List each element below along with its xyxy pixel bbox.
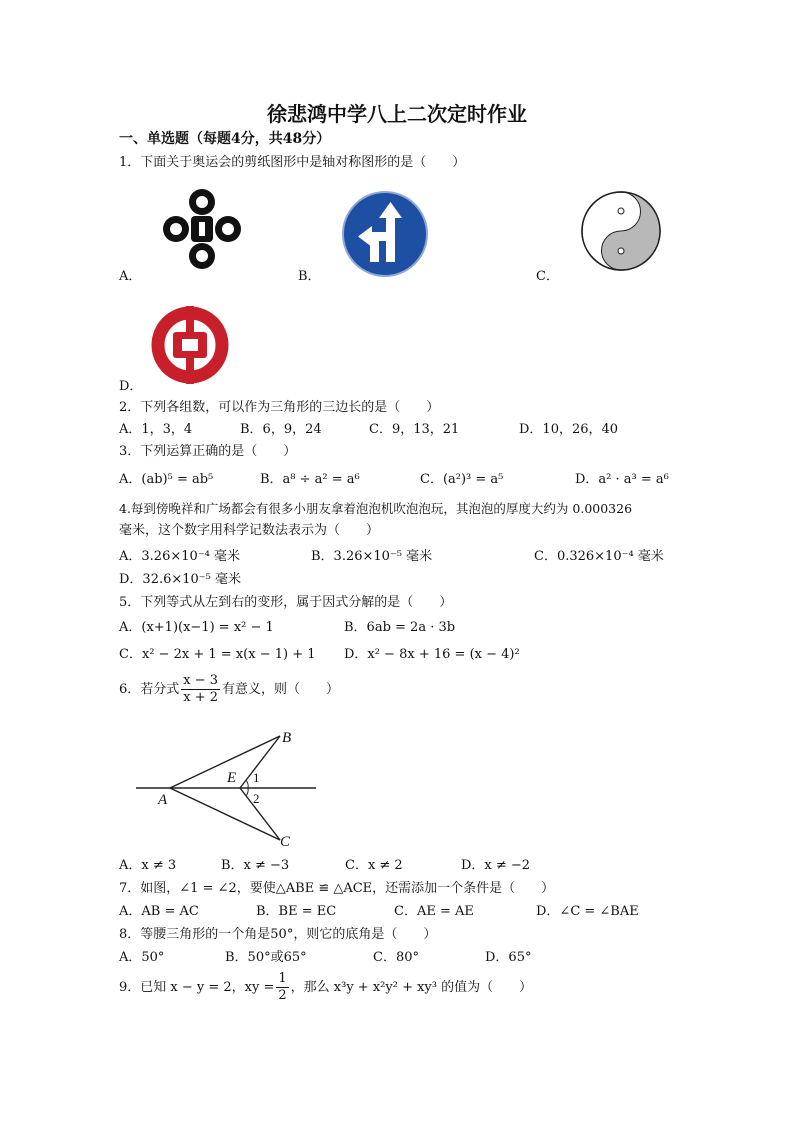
q1-option-b: B． (298, 269, 321, 284)
figure-angle-2: 2 (253, 791, 260, 806)
section-heading: 一、单选题（每题4分，共48分） (119, 131, 331, 147)
q6-option-a: A．x ≠ 3 (119, 858, 177, 873)
q9-prefix: 9．已知 x − y = 2，xy = (119, 980, 275, 995)
q6-fraction (181, 673, 220, 706)
q6-option-c: C．x ≠ 2 (345, 858, 403, 873)
q4-option-c: C．0.326×10⁻⁴ 毫米 (534, 549, 664, 564)
q5-stem: 5．下列等式从左到右的变形，属于因式分解的是（ ） (119, 595, 453, 610)
q7-option-b: B．BE = EC (256, 904, 337, 919)
q9-numerator: 1 (278, 971, 287, 986)
coin-logo-icon (149, 304, 231, 386)
q7-stem: 7．如图，∠1 = ∠2，要使△ABE ≌ △ACE，还需添加一个条件是（ ） (119, 881, 555, 896)
q3-option-c: C．(a²)³ = a⁵ (420, 472, 504, 487)
q4-stem-line1: 4.每到傍晚祥和广场都会有很多小朋友拿着泡泡机吹泡泡玩，其泡泡的厚度大约为 0.000326 (119, 501, 633, 516)
q5-option-c: C．x² − 2x + 1 = x(x − 1) + 1 (119, 647, 316, 662)
q2-option-d: D．10，26，40 (519, 422, 619, 437)
q6-stem (119, 672, 339, 708)
triangle-figure (130, 722, 330, 852)
q8-option-c: C．80° (373, 950, 419, 965)
chinese-knot-icon (163, 188, 241, 270)
q4-option-b: B．3.26×10⁻⁵ 毫米 (311, 549, 433, 564)
q1-option-a: A． (119, 269, 142, 284)
figure-label-a: A (158, 792, 168, 808)
figure-label-e: E (227, 770, 237, 786)
q8-option-a: A．50° (119, 950, 165, 965)
q8-stem: 8．等腰三角形的一个角是50°，则它的底角是（ ） (119, 927, 437, 942)
q6-prefix: 6．若分式 (119, 682, 180, 697)
q2-option-a: A．1，3，4 (119, 422, 193, 437)
q9-fraction (276, 971, 288, 1004)
q4-option-a: A．3.26×10⁻⁴ 毫米 (119, 549, 240, 564)
q8-option-b: B．50°或65° (225, 950, 307, 965)
q9-stem (119, 970, 532, 1006)
q4-stem-line2: 毫米，这个数字用科学记数法表示为（ ） (119, 523, 380, 538)
figure-label-c: C (280, 834, 291, 850)
q9-denominator: 2 (278, 988, 287, 1003)
q2-option-c: C．9，13，21 (369, 422, 460, 437)
q5-option-d: D．x² − 8x + 16 = (x − 4)² (344, 647, 520, 662)
q5-option-b: B．6ab = 2a · 3b (344, 620, 456, 635)
q1-option-d: D． (119, 379, 143, 394)
q9-suffix: ，那么 x³y + x²y² + xy³ 的值为（ ） (290, 980, 533, 995)
q3-option-a: A．(ab)⁵ = ab⁵ (119, 472, 214, 487)
yin-yang-icon (580, 190, 662, 272)
figure-angle-1: 1 (253, 770, 260, 785)
q7-option-d: D．∠C = ∠BAE (536, 904, 639, 919)
q6-option-d: D．x ≠ −2 (461, 858, 531, 873)
q1-option-c: C． (536, 269, 559, 284)
q7-option-c: C．AE = AE (394, 904, 474, 919)
traffic-sign-icon (340, 190, 430, 278)
q2-stem: 2．下列各组数，可以作为三角形的三边长的是（ ） (119, 400, 440, 415)
q3-option-d: D．a² · a³ = a⁶ (575, 472, 669, 487)
figure-label-b: B (282, 730, 292, 746)
q6-denominator: x + 2 (183, 690, 219, 705)
q2-option-b: B．6，9，24 (240, 422, 322, 437)
q6-option-b: B．x ≠ −3 (221, 858, 290, 873)
q1-stem: 1．下面关于奥运会的剪纸图形中是轴对称图形的是（ ） (119, 155, 466, 170)
q5-option-a: A．(x+1)(x−1) = x² − 1 (119, 620, 274, 635)
q7-option-a: A．AB = AC (119, 904, 199, 919)
q8-option-d: D．65° (485, 950, 532, 965)
q3-stem: 3．下列运算正确的是（ ） (119, 444, 297, 459)
q6-suffix: 有意义，则（ ） (222, 682, 340, 697)
page-title: 徐悲鸿中学八上二次定时作业 (267, 102, 527, 126)
q3-option-b: B．a⁸ ÷ a² = a⁶ (260, 472, 360, 487)
q4-option-d: D．32.6×10⁻⁵ 毫米 (119, 572, 242, 587)
q6-numerator: x − 3 (183, 673, 219, 688)
